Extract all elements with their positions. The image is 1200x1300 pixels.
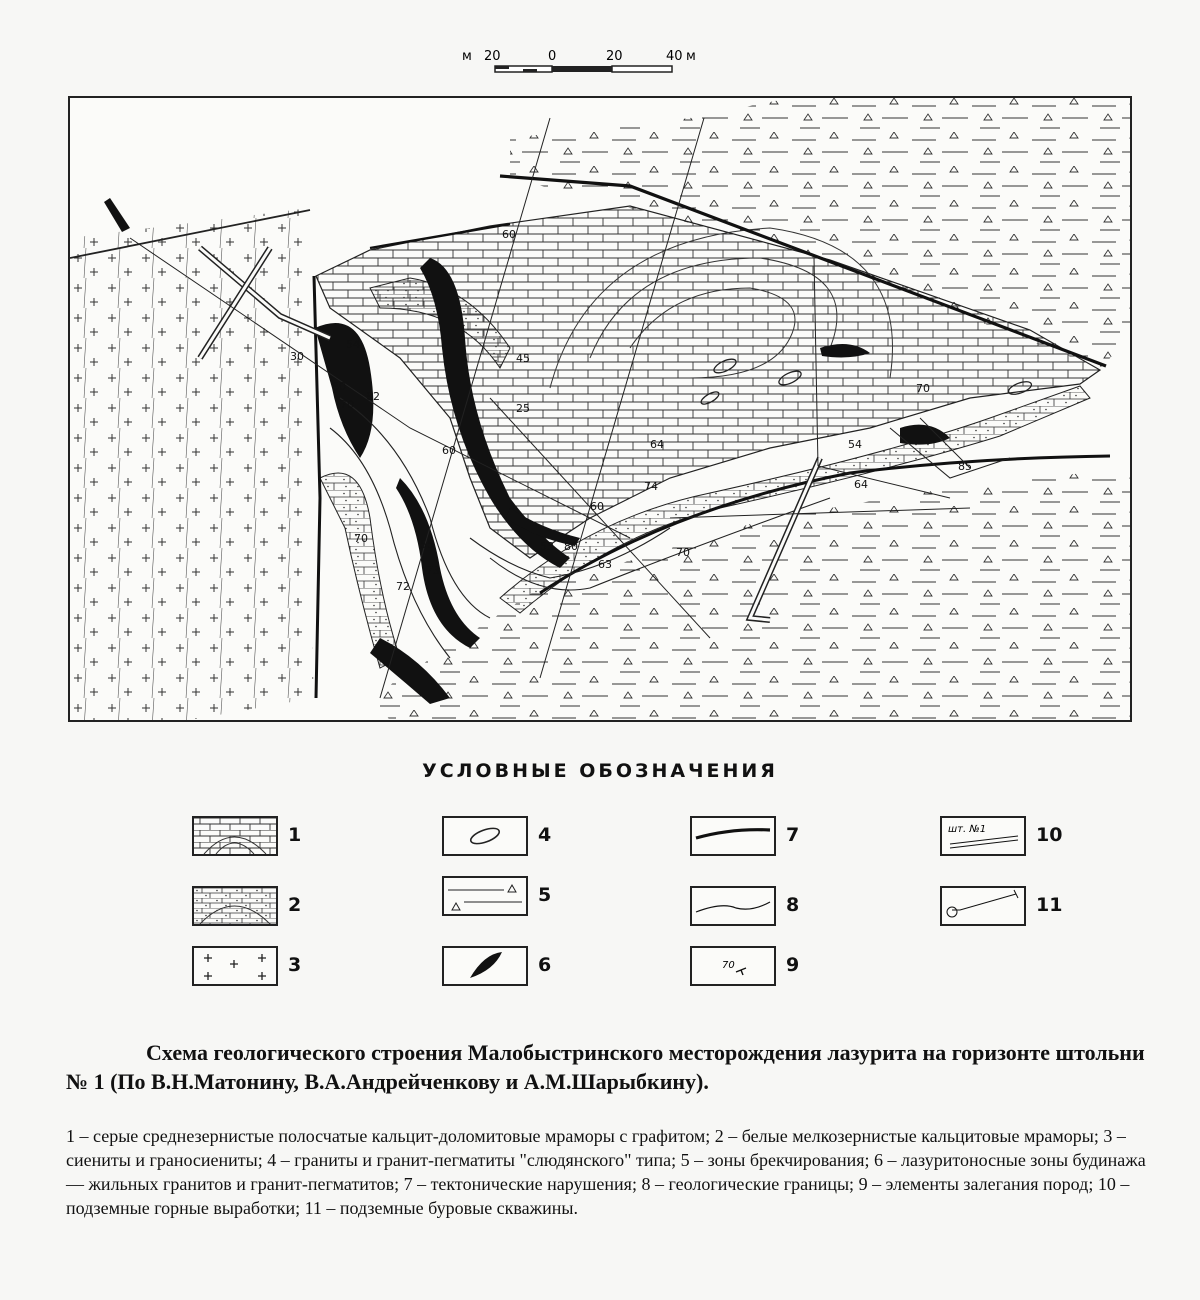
dip-label: 63 — [598, 558, 612, 571]
legend-number: 4 — [538, 824, 552, 846]
dip-label: 70 — [676, 546, 690, 559]
legend-number: 5 — [538, 884, 552, 906]
geological-map — [68, 96, 1132, 722]
legend-swatch — [690, 816, 776, 856]
legend-adit-label: шт. №1 — [948, 824, 987, 835]
scale-unit-left: м — [462, 49, 472, 64]
legend-swatch — [442, 946, 528, 986]
legend-number: 10 — [1036, 824, 1063, 846]
legend-swatch — [690, 946, 776, 986]
legend-swatch — [940, 886, 1026, 926]
dip-label: 80 — [564, 540, 578, 553]
dip-label: 80 — [332, 380, 346, 393]
legend-number: 7 — [786, 824, 800, 846]
dip-label: 25 — [516, 402, 530, 415]
figure-caption-title: Схема геологического строения Малобыстринского месторождения лазурита на горизонте штольни № 1 (По В.Н.Матонину, В.А.Андрейченкову и А.М.Шарыбкину). — [66, 1040, 1145, 1094]
legend-number: 1 — [288, 824, 302, 846]
dip-label: 85 — [958, 460, 972, 473]
dip-label: 74 — [644, 480, 658, 493]
legend-number: 8 — [786, 894, 800, 916]
dip-label: 60 — [502, 228, 516, 241]
legend-number: 9 — [786, 954, 800, 976]
dip-label: 64 — [650, 438, 664, 451]
legend-number: 3 — [288, 954, 302, 976]
figure-caption-legend-text: 1 – серые среднезернистые полосчатые кальцит-доломитовые мраморы с графитом; 2 – белые мелкозернистые кальцитовые мраморы; 3 – сиениты и граносиениты; 4 – граниты и гранит-пегматиты "слюдянского" типа; 5 – зоны брекчирования; 6 – лазуритоносные зоны будинажа — жильных гранитов и гранит-пегматитов; 7 – тектонические нарушения; 8 – геологические границы; 9 – элементы залегания пород; 10 – подземные горные выработки; 11 – подземные буровые скважины. — [66, 1126, 1146, 1218]
dip-label: 60 — [590, 500, 604, 513]
scale-tick-label: 20 — [606, 49, 623, 64]
dip-label: 70 — [916, 382, 930, 395]
scale-unit-right: м — [686, 49, 696, 64]
legend-dip-label: 70 — [722, 960, 735, 971]
legend-swatch — [940, 816, 1026, 856]
dip-label: 70 — [354, 532, 368, 545]
dip-label: 54 — [346, 338, 360, 351]
legend-swatch — [192, 816, 278, 856]
scale-bar — [440, 40, 740, 80]
dip-label: 45 — [516, 352, 530, 365]
legend-swatch — [442, 876, 528, 916]
dip-label: 73 — [426, 564, 440, 577]
legend-title: УСЛОВНЫЕ ОБОЗНАЧЕНИЯ — [422, 760, 778, 782]
dip-label: 70 — [340, 398, 354, 411]
legend-swatch — [690, 886, 776, 926]
scale-bar-segments — [495, 66, 672, 72]
legend-number: 11 — [1036, 894, 1063, 916]
geological-map-drawing — [70, 98, 1130, 720]
dip-label: 60 — [442, 444, 456, 457]
dip-label: 30 — [290, 350, 304, 363]
legend-number: 6 — [538, 954, 552, 976]
dip-label: 64 — [854, 478, 868, 491]
legend-swatch — [192, 946, 278, 986]
dip-label: 53 — [540, 540, 554, 553]
scale-tick-label: 20 — [484, 49, 501, 64]
scale-tick-label: 40 — [666, 49, 683, 64]
dip-label: 55 — [420, 538, 434, 551]
syenite-zone-west — [70, 208, 314, 720]
dip-label: 82 — [366, 390, 380, 403]
scale-tick-label: 0 — [548, 49, 557, 64]
dip-label: 72 — [396, 580, 410, 593]
legend-swatch — [442, 816, 528, 856]
dip-label: 54 — [848, 438, 862, 451]
legend-number: 2 — [288, 894, 302, 916]
legend-swatch — [192, 886, 278, 926]
